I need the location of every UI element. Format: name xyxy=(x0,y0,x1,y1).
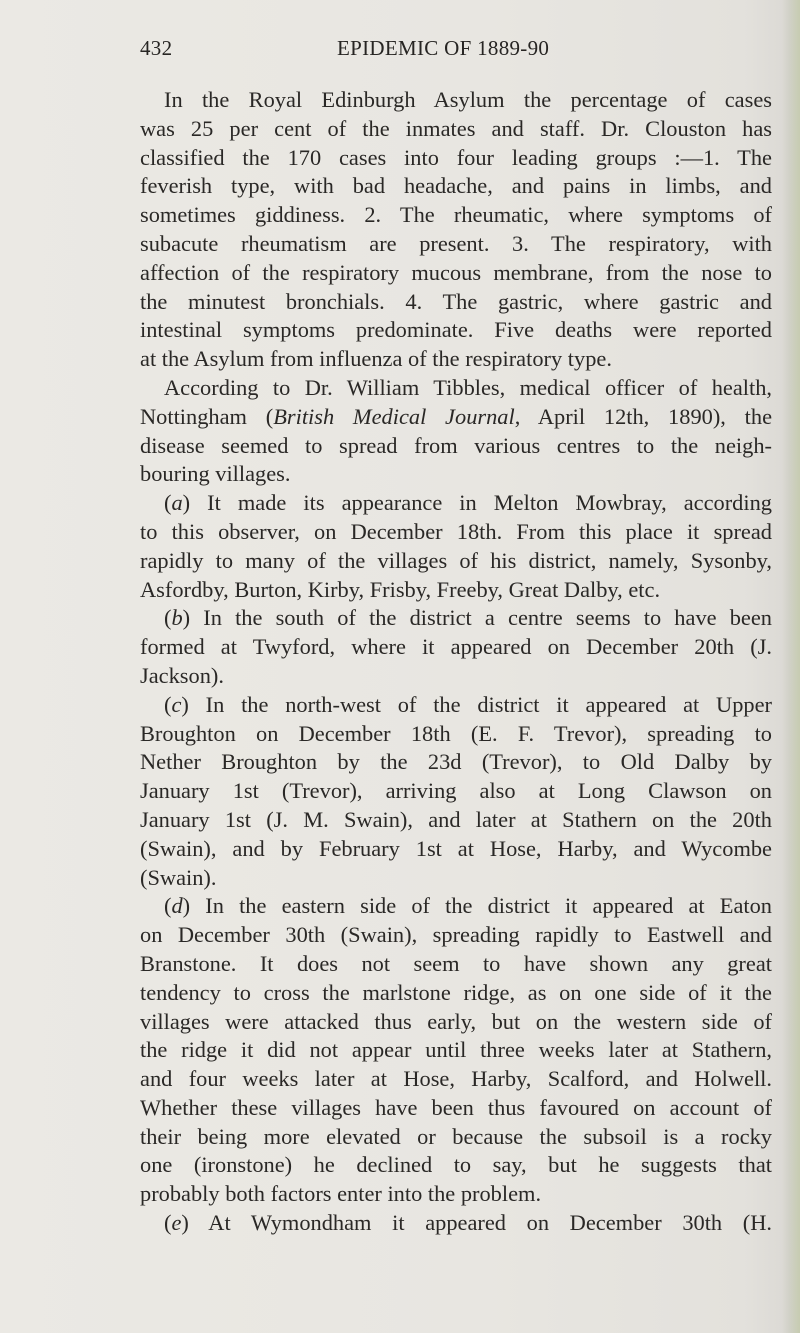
text-line: (a) It made its appearance in Melton Mowbray, according xyxy=(164,490,772,516)
text-line: probably both factors enter into the problem. xyxy=(140,1181,542,1207)
item-letter: c xyxy=(171,691,182,717)
text-line: (d) In the eastern side of the district it appeared at Eaton xyxy=(164,893,772,919)
text-line: (c) In the north-west of the district it appeared at Upper xyxy=(164,691,772,717)
page-edge-shadow xyxy=(782,0,800,1333)
text-line: on December 30th (Swain), spreading rapidly to Eastwell and xyxy=(140,922,772,948)
item-letter: d xyxy=(171,893,183,919)
body-text xyxy=(140,86,772,1238)
text-line: intestinal symptoms predominate. Five deaths were reported xyxy=(140,317,772,343)
text-line: the ridge it did not appear until three weeks later at Stathern, xyxy=(140,1037,772,1063)
text-line: Nottingham (British Medical Journal, April 12th, 1890), the xyxy=(140,403,773,429)
text-line: January 1st (Trevor), arriving also at Long Clawson on xyxy=(140,778,772,804)
running-header xyxy=(140,36,780,66)
text-line: the minutest bronchials. 4. The gastric, where gastric and xyxy=(140,288,772,314)
item-letter: e xyxy=(171,1210,182,1236)
text-line: Asfordby, Burton, Kirby, Frisby, Freeby, Great Dalby, etc. xyxy=(140,576,661,602)
text-line: Broughton on December 18th (E. F. Trevor), spreading to xyxy=(140,720,772,746)
text-line: villages were attacked thus early, but on the western side of xyxy=(140,1008,772,1034)
text-line: (Swain). xyxy=(140,864,217,890)
journal-title: British Medical Journal xyxy=(273,403,515,429)
text-line: rapidly to many of the villages of his district, namely, Sysonby, xyxy=(140,547,772,573)
text-line: one (ironstone) he declined to say, but he suggests that xyxy=(140,1152,772,1178)
text-line: disease seemed to spread from various centres to the neigh- xyxy=(140,432,772,458)
page-number: 432 xyxy=(140,36,173,60)
text-line: classified the 170 cases into four leading groups :—1. The xyxy=(140,144,772,170)
text-line: Jackson). xyxy=(140,662,224,688)
text-line: Branstone. It does not seem to have shown any great xyxy=(140,950,772,976)
text-line: (b) In the south of the district a centre seems to have been xyxy=(164,605,772,631)
running-title: EPIDEMIC OF 1889-90 xyxy=(337,36,550,60)
text-line: tendency to cross the marlstone ridge, as on one side of it the xyxy=(140,979,772,1005)
text-line: to this observer, on December 18th. From this place it spread xyxy=(140,518,772,544)
text-line: formed at Twyford, where it appeared on December 20th (J. xyxy=(140,634,772,660)
text-line: bouring villages. xyxy=(140,461,291,487)
text-line: at the Asylum from influenza of the respiratory type. xyxy=(140,346,612,372)
text-line: sometimes giddiness. 2. The rheumatic, where symptoms of xyxy=(140,202,772,228)
text-line: (Swain), and by February 1st at Hose, Harby, and Wycombe xyxy=(140,835,772,861)
item-letter: b xyxy=(171,605,183,631)
text-line: subacute rheumatism are present. 3. The respiratory, with xyxy=(140,230,772,256)
text-line: affection of the respiratory mucous membrane, from the nose to xyxy=(140,259,772,285)
text-line: was 25 per cent of the inmates and staff. Dr. Clouston has xyxy=(140,115,772,141)
text-line: their being more elevated or because the subsoil is a rocky xyxy=(140,1123,772,1149)
item-letter: a xyxy=(171,490,183,516)
text-line: and four weeks later at Hose, Harby, Scalford, and Holwell. xyxy=(140,1066,772,1092)
text-line: Nether Broughton by the 23d (Trevor), to Old Dalby by xyxy=(140,749,772,775)
text-line: January 1st (J. M. Swain), and later at Stathern on the 20th xyxy=(140,806,772,832)
text-line: (e) At Wymondham it appeared on December 30th (H. xyxy=(164,1210,772,1236)
text-line: Whether these villages have been thus favoured on account of xyxy=(140,1094,772,1120)
text-line: feverish type, with bad headache, and pains in limbs, and xyxy=(140,173,772,199)
text-line: According to Dr. William Tibbles, medical officer of health, xyxy=(164,374,772,400)
text-line: In the Royal Edinburgh Asylum the percentage of cases xyxy=(164,87,772,112)
